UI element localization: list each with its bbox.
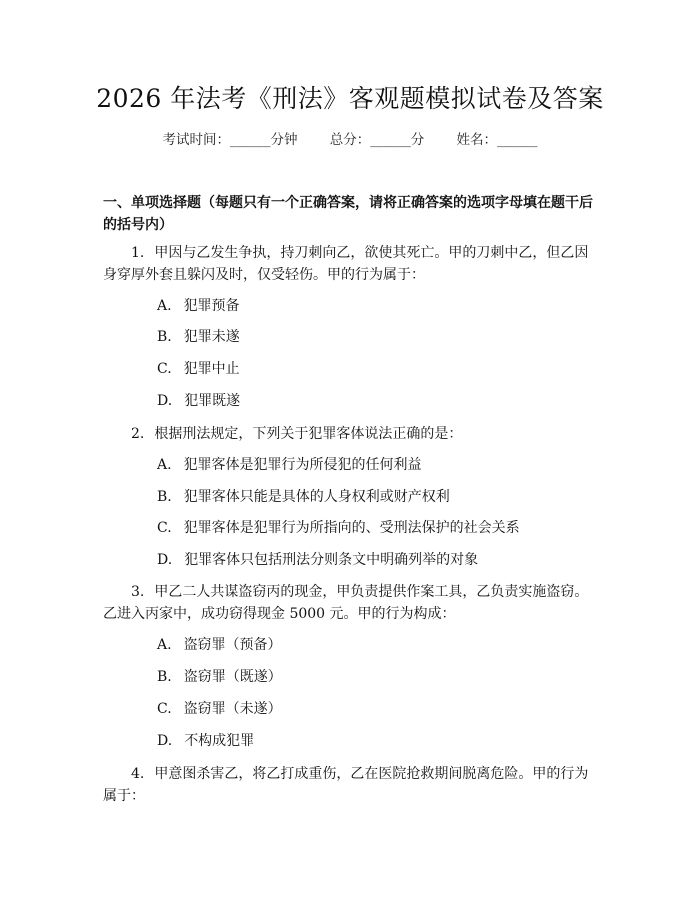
option-letter: C. xyxy=(157,520,172,536)
question-2-option-c xyxy=(157,518,520,538)
question-1 xyxy=(103,242,600,286)
name-field: 姓名：______ xyxy=(456,132,538,148)
page-title: 2026 年法考《刑法》客观题模拟试卷及答案 xyxy=(96,84,604,113)
option-text: 不构成犯罪 xyxy=(184,733,255,749)
option-text: 犯罪中止 xyxy=(183,361,240,377)
option-letter: B. xyxy=(157,669,172,685)
option-text: 犯罪客体只包括刑法分则条文中明确列举的对象 xyxy=(184,552,479,568)
question-text: 甲乙二人共谋盗窃丙的现金，甲负责提供作案工具，乙负责实施盗窃。乙进入丙家中，成功窃得现金 5000 元。甲的行为构成： xyxy=(103,584,589,622)
option-letter: A. xyxy=(157,637,172,653)
option-letter: A. xyxy=(157,298,172,314)
option-text: 犯罪客体是犯罪行为所指向的、受刑法保护的社会关系 xyxy=(183,520,520,536)
question-4 xyxy=(103,763,600,807)
question-text: 根据刑法规定，下列关于犯罪客体说法正确的是： xyxy=(154,426,463,442)
question-text: 甲意图杀害乙，将乙打成重伤，乙在医院抢救期间脱离危险。甲的行为属于： xyxy=(103,766,589,804)
option-letter: A. xyxy=(157,457,172,473)
question-3-option-c xyxy=(157,699,282,719)
exam-time-field: 考试时间：______分钟 xyxy=(162,132,298,148)
question-number: 2. xyxy=(131,426,145,442)
option-letter: D. xyxy=(157,733,173,749)
question-number: 4. xyxy=(131,766,145,782)
option-text: 盗窃罪（预备） xyxy=(183,637,282,653)
question-1-option-a xyxy=(157,296,240,316)
question-2 xyxy=(103,423,600,445)
question-text: 甲因与乙发生争执，持刀刺向乙，欲使其死亡。甲的刀刺中乙，但乙因身穿厚外套且躲闪及时，仅受轻伤。甲的行为属于： xyxy=(103,245,589,283)
question-3 xyxy=(103,581,600,625)
option-text: 犯罪客体只能是具体的人身权利或财产权利 xyxy=(183,489,450,505)
option-letter: C. xyxy=(157,701,172,717)
exam-meta xyxy=(0,131,700,149)
question-3-option-d xyxy=(157,731,254,751)
option-letter: D. xyxy=(157,393,173,409)
question-1-option-d xyxy=(157,391,240,411)
option-text: 犯罪客体是犯罪行为所侵犯的任何利益 xyxy=(183,457,422,473)
option-letter: C. xyxy=(157,361,172,377)
option-letter: B. xyxy=(157,329,172,345)
total-score-field: 总分：______分 xyxy=(329,132,425,148)
question-number: 3. xyxy=(131,584,145,600)
section-heading-single-choice: 一、单项选择题（每题只有一个正确答案，请将正确答案的选项字母填在题干后的括号内） xyxy=(103,195,593,233)
question-1-option-c xyxy=(157,359,240,379)
option-text: 犯罪未遂 xyxy=(183,329,240,345)
question-3-option-a xyxy=(157,635,282,655)
option-text: 犯罪预备 xyxy=(183,298,240,314)
question-2-option-d xyxy=(157,550,478,570)
option-text: 盗窃罪（既遂） xyxy=(183,669,282,685)
option-text: 盗窃罪（未遂） xyxy=(183,701,282,717)
question-3-option-b xyxy=(157,667,282,687)
option-letter: B. xyxy=(157,489,172,505)
option-text: 犯罪既遂 xyxy=(184,393,241,409)
question-2-option-a xyxy=(157,455,422,475)
option-letter: D. xyxy=(157,552,173,568)
question-1-option-b xyxy=(157,327,240,347)
question-2-option-b xyxy=(157,487,450,507)
question-number: 1. xyxy=(131,245,145,261)
